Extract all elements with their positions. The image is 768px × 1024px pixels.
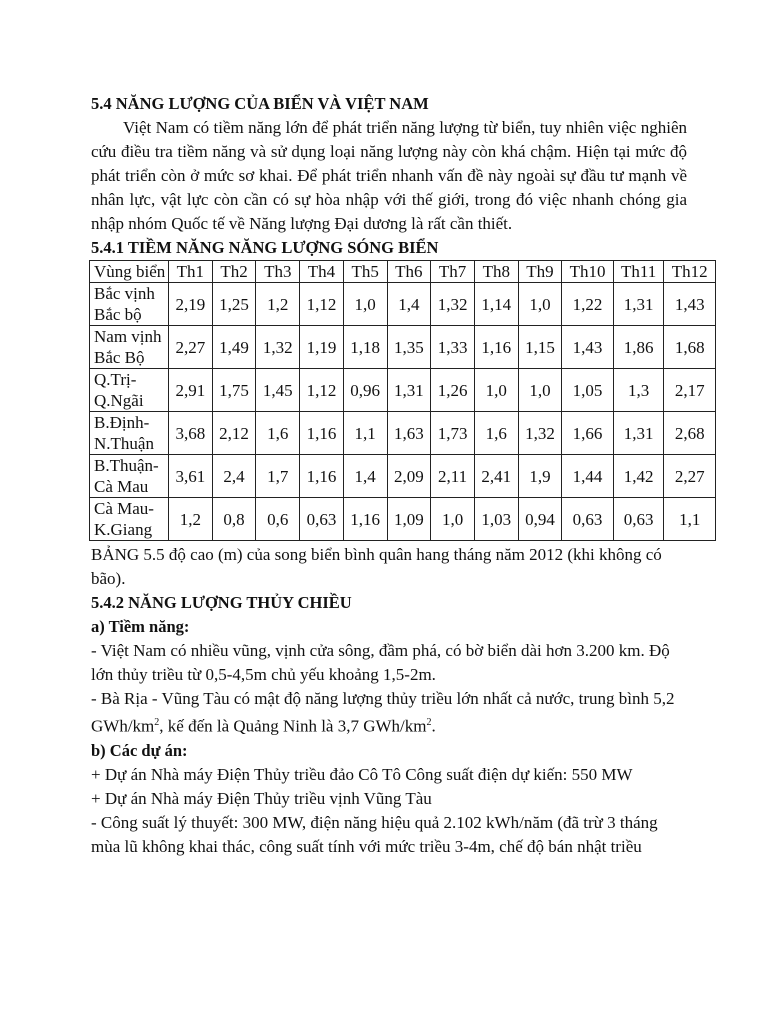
value-cell: 1,12 bbox=[300, 283, 344, 326]
region-cell: B.Thuận-Cà Mau bbox=[90, 455, 169, 498]
value-cell: 1,9 bbox=[518, 455, 562, 498]
column-header-month: Th4 bbox=[300, 261, 344, 283]
value-cell: 1,16 bbox=[300, 455, 344, 498]
value-cell: 1,66 bbox=[562, 412, 613, 455]
value-cell: 1,43 bbox=[562, 326, 613, 369]
project-item: + Dự án Nhà máy Điện Thủy triều đảo Cô Tô Công suất điện dự kiến: 550 MW bbox=[91, 764, 633, 784]
table-row bbox=[90, 455, 716, 498]
value-cell: 1,0 bbox=[518, 369, 562, 412]
value-cell: 1,05 bbox=[562, 369, 613, 412]
value-cell: 0,96 bbox=[343, 369, 387, 412]
value-cell: 1,35 bbox=[387, 326, 431, 369]
value-cell: 1,3 bbox=[613, 369, 664, 412]
value-cell: 2,17 bbox=[664, 369, 716, 412]
value-cell: 0,6 bbox=[256, 498, 300, 541]
column-header-month: Th9 bbox=[518, 261, 562, 283]
value-cell: 1,75 bbox=[212, 369, 256, 412]
value-cell: 1,32 bbox=[518, 412, 562, 455]
value-cell: 2,11 bbox=[431, 455, 475, 498]
column-header-month: Th10 bbox=[562, 261, 613, 283]
value-cell: 1,42 bbox=[613, 455, 664, 498]
value-cell: 1,0 bbox=[518, 283, 562, 326]
value-cell: 1,73 bbox=[431, 412, 475, 455]
value-cell: 1,44 bbox=[562, 455, 613, 498]
value-cell: 1,31 bbox=[387, 369, 431, 412]
value-cell: 1,26 bbox=[431, 369, 475, 412]
density-text-c: . bbox=[431, 716, 436, 736]
column-header-month: Th6 bbox=[387, 261, 431, 283]
value-cell: 1,6 bbox=[474, 412, 518, 455]
column-header-month: Th7 bbox=[431, 261, 475, 283]
superscript: 2 bbox=[154, 717, 160, 728]
value-cell: 1,03 bbox=[474, 498, 518, 541]
value-cell: 1,33 bbox=[431, 326, 475, 369]
document-page bbox=[91, 92, 708, 859]
value-cell: 1,43 bbox=[664, 283, 716, 326]
project-detail: - Công suất lý thuyết: 300 MW, điện năng hiệu quả 2.102 kWh/năm (đã trừ 3 tháng mùa lũ không khai thác, công suất tính với mức triều 3-4m, chế độ bán nhật triều bbox=[91, 812, 658, 856]
value-cell: 1,14 bbox=[474, 283, 518, 326]
column-header-region: Vùng biển bbox=[90, 261, 169, 283]
table-row bbox=[90, 498, 716, 541]
column-header-month: Th8 bbox=[474, 261, 518, 283]
column-header-month: Th5 bbox=[343, 261, 387, 283]
value-cell: 2,09 bbox=[387, 455, 431, 498]
value-cell: 1,2 bbox=[256, 283, 300, 326]
value-cell: 1,1 bbox=[343, 412, 387, 455]
value-cell: 1,0 bbox=[431, 498, 475, 541]
value-cell: 1,2 bbox=[169, 498, 213, 541]
value-cell: 1,4 bbox=[387, 283, 431, 326]
value-cell: 2,27 bbox=[664, 455, 716, 498]
region-cell: Cà Mau-K.Giang bbox=[90, 498, 169, 541]
project-item: + Dự án Nhà máy Điện Thủy triều vịnh Vũng Tàu bbox=[91, 788, 432, 808]
table-body bbox=[90, 283, 716, 541]
potential-heading: a) Tiềm năng: bbox=[91, 617, 190, 636]
value-cell: 2,19 bbox=[169, 283, 213, 326]
value-cell: 1,31 bbox=[613, 412, 664, 455]
column-header-month: Th12 bbox=[664, 261, 716, 283]
value-cell: 3,61 bbox=[169, 455, 213, 498]
value-cell: 2,4 bbox=[212, 455, 256, 498]
wave-height-table bbox=[89, 260, 716, 541]
subsection-title-tidal: 5.4.2 NĂNG LƯỢNG THỦY CHIỀU bbox=[91, 593, 352, 612]
table-row bbox=[90, 412, 716, 455]
column-header-month: Th1 bbox=[169, 261, 213, 283]
value-cell: 1,32 bbox=[431, 283, 475, 326]
value-cell: 1,63 bbox=[387, 412, 431, 455]
density-text-b: , kế đến là Quảng Ninh là 3,7 GWh/km bbox=[159, 716, 427, 736]
projects-heading: b) Các dự án: bbox=[91, 740, 188, 760]
value-cell: 0,63 bbox=[562, 498, 613, 541]
section-title: 5.4 NĂNG LƯỢNG CỦA BIỂN VÀ VIỆT NAM bbox=[91, 94, 429, 113]
value-cell: 0,63 bbox=[300, 498, 344, 541]
region-cell: Bắc vịnh Bắc bộ bbox=[90, 283, 169, 326]
value-cell: 2,68 bbox=[664, 412, 716, 455]
value-cell: 1,25 bbox=[212, 283, 256, 326]
table-row bbox=[90, 283, 716, 326]
value-cell: 1,22 bbox=[562, 283, 613, 326]
value-cell: 0,94 bbox=[518, 498, 562, 541]
value-cell: 1,6 bbox=[256, 412, 300, 455]
column-header-month: Th3 bbox=[256, 261, 300, 283]
value-cell: 1,7 bbox=[256, 455, 300, 498]
value-cell: 1,32 bbox=[256, 326, 300, 369]
table-caption: BẢNG 5.5 độ cao (m) của song biển bình quân hang tháng năm 2012 (khi không có bão). bbox=[91, 545, 662, 588]
table-row bbox=[90, 369, 716, 412]
value-cell: 1,86 bbox=[613, 326, 664, 369]
value-cell: 1,19 bbox=[300, 326, 344, 369]
value-cell: 1,16 bbox=[300, 412, 344, 455]
value-cell: 1,15 bbox=[518, 326, 562, 369]
value-cell: 1,0 bbox=[343, 283, 387, 326]
value-cell: 0,8 bbox=[212, 498, 256, 541]
value-cell: 1,45 bbox=[256, 369, 300, 412]
column-header-month: Th11 bbox=[613, 261, 664, 283]
value-cell: 2,12 bbox=[212, 412, 256, 455]
value-cell: 1,4 bbox=[343, 455, 387, 498]
value-cell: 1,68 bbox=[664, 326, 716, 369]
value-cell: 1,0 bbox=[474, 369, 518, 412]
value-cell: 1,18 bbox=[343, 326, 387, 369]
value-cell: 1,16 bbox=[474, 326, 518, 369]
table-header-row bbox=[90, 261, 716, 283]
region-cell: B.Định-N.Thuận bbox=[90, 412, 169, 455]
region-cell: Q.Trị-Q.Ngãi bbox=[90, 369, 169, 412]
value-cell: 1,31 bbox=[613, 283, 664, 326]
value-cell: 1,12 bbox=[300, 369, 344, 412]
value-cell: 3,68 bbox=[169, 412, 213, 455]
region-cell: Nam vịnh Bắc Bộ bbox=[90, 326, 169, 369]
value-cell: 2,41 bbox=[474, 455, 518, 498]
density-text-a: - Bà Rịa - Vũng Tàu có mật độ năng lượng thủy triều lớn nhất cả nước, trung bình 5,2 GWh/km bbox=[91, 689, 675, 736]
potential-item-density bbox=[91, 687, 687, 739]
value-cell: 2,27 bbox=[169, 326, 213, 369]
value-cell: 1,09 bbox=[387, 498, 431, 541]
value-cell: 1,49 bbox=[212, 326, 256, 369]
table-row bbox=[90, 326, 716, 369]
superscript: 2 bbox=[426, 717, 432, 728]
subsection-title-wave: 5.4.1 TIỀM NĂNG NĂNG LƯỢNG SÓNG BIỂN bbox=[91, 238, 439, 257]
value-cell: 0,63 bbox=[613, 498, 664, 541]
column-header-month: Th2 bbox=[212, 261, 256, 283]
value-cell: 1,16 bbox=[343, 498, 387, 541]
potential-item: - Việt Nam có nhiều vũng, vịnh cửa sông, đầm phá, có bờ biển dài hơn 3.200 km. Độ lớn thủy triều từ 0,5-4,5m chủ yếu khoảng 1,5-2m. bbox=[91, 641, 670, 684]
value-cell: 2,91 bbox=[169, 369, 213, 412]
intro-paragraph: Việt Nam có tiềm năng lớn để phát triển năng lượng từ biển, tuy nhiên việc nghiên cứu điều tra tiềm năng và sử dụng loại năng lượng này còn khá chậm. Hiện tại mức độ phát triển còn ở mức sơ khai. Để phát triển nhanh vấn đề này ngoài sự đầu tư mạnh về nhân lực, vật lực còn cần có sự hòa nhập với thế giới, trong đó việc nhanh chóng gia nhập nhóm Quốc tế về Năng lượng Đại dương là rất cần thiết. bbox=[91, 118, 687, 233]
value-cell: 1,1 bbox=[664, 498, 716, 541]
